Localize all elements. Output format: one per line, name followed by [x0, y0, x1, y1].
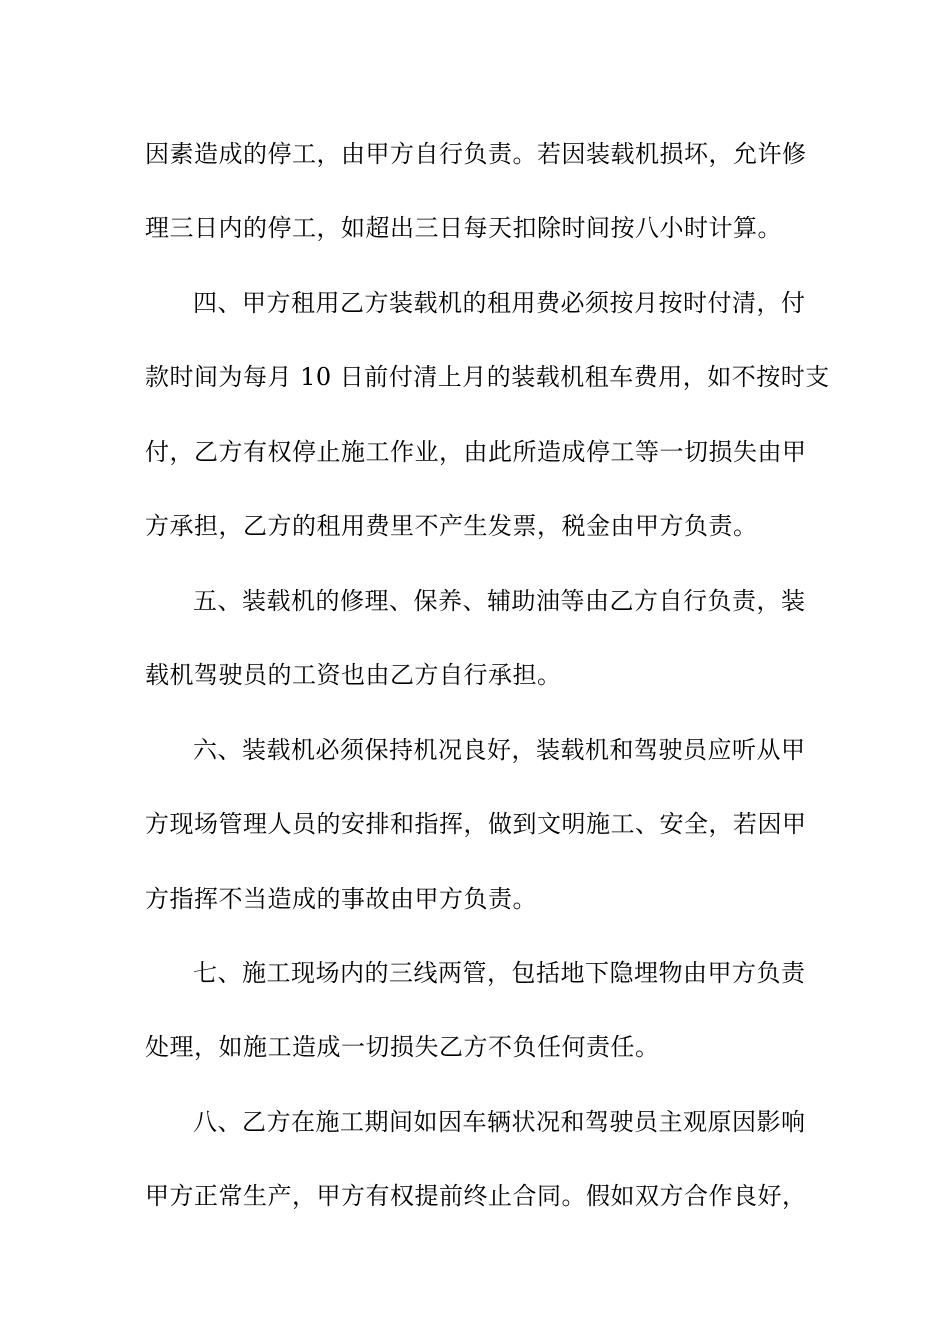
text-line: 载机驾驶员的工资也由乙方自行承担。: [145, 661, 562, 689]
text-line: 因素造成的停工，由甲方自行负责。若因装载机损坏，允许修: [145, 140, 807, 168]
text-line: 方指挥不当造成的事故由甲方负责。: [145, 885, 537, 913]
text-line: 付，乙方有权停止施工作业，由此所造成停工等一切损失由甲: [145, 438, 807, 466]
paragraph-4-start: 四、甲方租用乙方装载机的租用费必须按月按时付清，付: [193, 289, 806, 317]
text-line: 款时间为每月 10 日前付清上月的装载机租车费用，如不按时支: [145, 363, 830, 391]
text-line: 方现场管理人员的安排和指挥，做到文明施工、安全，若因甲: [145, 810, 807, 838]
paragraph-7-start: 七、施工现场内的三线两管，包括地下隐埋物由甲方负责: [193, 959, 806, 987]
text-line: 方承担，乙方的租用费里不产生发票，税金由甲方负责。: [145, 512, 758, 540]
text-line: 处理，如施工造成一切损失乙方不负任何责任。: [145, 1033, 660, 1061]
paragraph-6-start: 六、装载机必须保持机况良好，装载机和驾驶员应听从甲: [193, 736, 806, 764]
text-line: 理三日内的停工，如超出三日每天扣除时间按八小时计算。: [145, 214, 782, 242]
paragraph-8-start: 八、乙方在施工期间如因车辆状况和驾驶员主观原因影响: [193, 1108, 806, 1136]
text-line: 甲方正常生产，甲方有权提前终止合同。假如双方合作良好，: [145, 1182, 807, 1210]
paragraph-5-start: 五、装载机的修理、保养、辅助油等由乙方自行负责，装: [193, 587, 806, 615]
